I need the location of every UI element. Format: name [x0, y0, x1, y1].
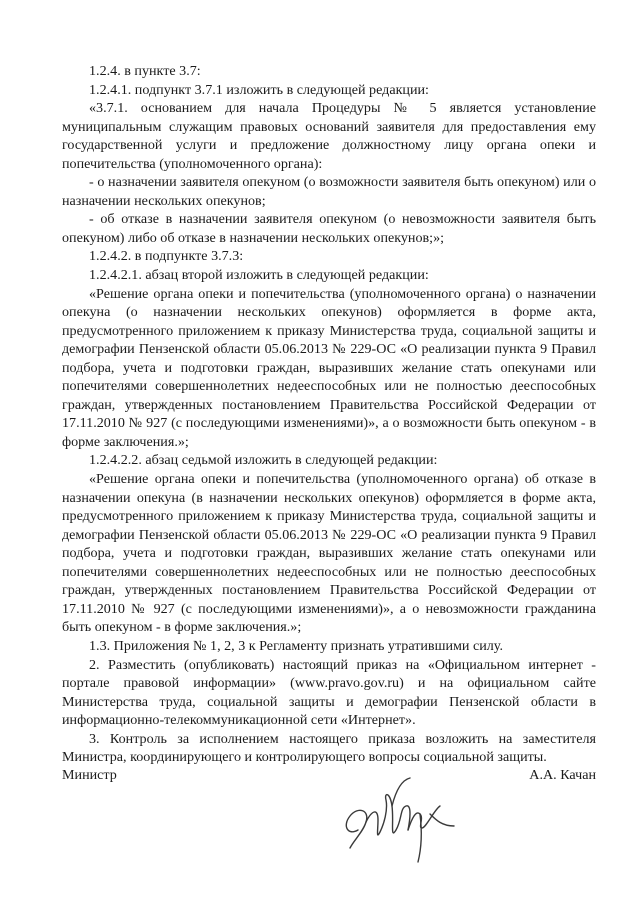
paragraph-1-2-4-2: 1.2.4.2. в подпункте 3.7.3: [89, 248, 244, 265]
signature-row [62, 766, 596, 788]
paragraph-1-2-4-1: 1.2.4.1. подпункт 3.7.1 изложить в следующей редакции: [89, 81, 429, 98]
paragraph-appoint-guardian: - о назначении заявителя опекуном (о возможности заявителя быть опекуном) или о назначении нескольких опекунов; [62, 174, 596, 209]
paragraph-2-publish: 2. Разместить (опубликовать) настоящий приказ на «Официальном интернет - портале правовой информации» (www.pravo.gov.ru) и на официальном сайте Министерства труда, социальной защиты и демографии Пензенской области в информационно-телекоммуникационной сети «Интернет». [62, 656, 596, 729]
paragraph-decision-refuse: «Решение органа опеки и попечительства (уполномоченного органа) об отказе в назначении опекуна (в назначении нескольких опекунов) оформляется в форме акта, предусмотренного приложением к приказу Министерства труда, социальной защиты и демографии Пензенской области 05.06.2013 № 229-ОС «О реализации пункта 9 Правил подбора, учета и подготовки граждан, выразивших желание стать опекунами или попечителями совершеннолетних недееспособных или не полностью дееспособных граждан, утвержденных постановлением Правительства Российской Федерации от 17.11.2010 № 927 (с последующими изменениями)», а о невозможности гражданина быть опекуном - в форме заключения.»; [62, 471, 596, 636]
signer-name: А.А. Качан [529, 767, 596, 783]
paragraph-1-2-4-2-1: 1.2.4.2.1. абзац второй изложить в следующей редакции: [89, 267, 429, 284]
paragraph-1-2-4-2-2: 1.2.4.2.2. абзац седьмой изложить в следующей редакции: [89, 452, 438, 469]
paragraph-refuse-guardian: - об отказе в назначении заявителя опекуном (о невозможности заявителя быть опекуном) либо об отказе в назначении нескольких опекунов;»; [62, 211, 596, 246]
paragraph-decision-appoint: «Решение органа опеки и попечительства (уполномоченного органа) о назначении опекуна (о назначении нескольких опекунов) оформляется в форме акта, предусмотренного приложением к приказу Министерства труда, социальной защиты и демографии Пензенской области 05.06.2013 № 229-ОС «О реализации пункта 9 Правил подбора, учета и подготовки граждан, выразивших желание стать опекунами или попечителями совершеннолетних недееспособных или не полностью дееспособных граждан, утвержденных постановлением Правительства Российской Федерации от 17.11.2010 № 927 (с последующими изменениями)», а о возможности быть опекуном - в форме заключения.»; [62, 285, 596, 450]
paragraph-1-3: 1.3. Приложения № 1, 2, 3 к Регламенту признать утратившими силу. [89, 637, 503, 654]
signer-position: Министр [62, 767, 117, 783]
document-body [62, 62, 596, 767]
paragraph-1-2-4: 1.2.4. в пункте 3.7: [89, 63, 201, 79]
paragraph-3-control: 3. Контроль за исполнением настоящего приказа возложить на заместителя Министра, координирующего и контролирующего вопросы социальной защиты. [62, 730, 596, 766]
handwritten-signature [330, 770, 460, 865]
paragraph-3-7-1-quote: «3.7.1. основанием для начала Процедуры № 5 является установление муниципальным служащим правовых оснований заявителя для предоставления ему государственной услуги и предложение должностному лицу органа опеки и попечительства (уполномоченного органа): [62, 100, 596, 172]
